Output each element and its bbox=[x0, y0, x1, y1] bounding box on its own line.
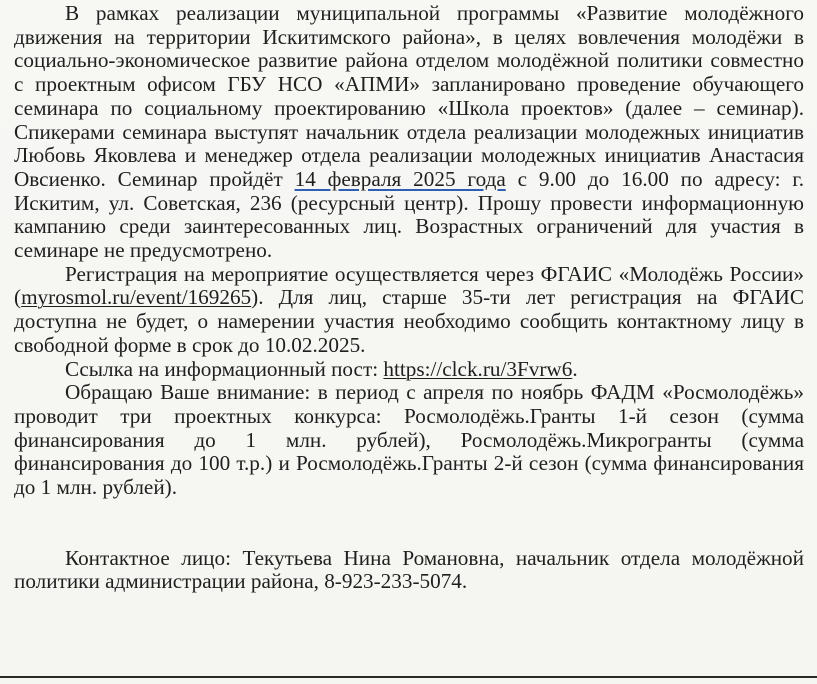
contests-text: Обращаю Ваше внимание: в период с апреля по ноябрь ФАДМ «Росмолодёжь» проводит три проектных конкурса: Росмолодёжь.Гранты 1-й сезон (сумма финансирования до 1 млн. рублей), Росмолодёжь.Микрогранты (сумма финансирования до 100 т.р.) и Росмолодёжь.Гранты 2-й сезон (сумма финансирования до 1 млн. рублей). bbox=[14, 380, 804, 500]
paragraph-registration bbox=[14, 263, 804, 358]
seminar-date-handwritten-underline: 14 февраля 2025 года bbox=[294, 166, 506, 191]
paragraph-contests bbox=[14, 381, 804, 500]
contact-text: Контактное лицо: Текутьева Нина Романовна, начальник отдела молодёжной политики администрации района, 8-923-233-5074. bbox=[14, 545, 804, 594]
paragraph-contact bbox=[14, 547, 804, 594]
info-post-label: Ссылка на информационный пост: bbox=[65, 356, 384, 381]
registration-text-part-1: Регистрация на мероприятие осуществляется через ФГАИС «Молодёжь России» ( bbox=[14, 261, 804, 310]
registration-text-part-2: ). Для лиц, старше 35-ти лет регистрация на ФГАИС доступна не будет, о намерении участия необходимо сообщить контактному лицу в свободной форме в срок до 10.02.2025. bbox=[14, 285, 804, 357]
blank-line bbox=[14, 500, 804, 547]
paragraph-seminar-info bbox=[14, 2, 804, 263]
paragraph-info-post bbox=[14, 358, 804, 382]
seminar-text-part-2: с 9.00 до 16.00 по адресу: г. Искитим, ул. Советская, 236 (ресурсный центр). Прошу провести информационную кампанию среди заинтересованных лиц. Возрастных ограничений для участия в семинаре не предусмотрено. bbox=[14, 166, 804, 263]
document-body bbox=[14, 2, 804, 594]
page-bottom-rule bbox=[0, 676, 817, 678]
info-post-link[interactable]: https://clck.ru/3Fvrw6 bbox=[383, 356, 573, 381]
info-post-end: . bbox=[572, 356, 578, 381]
seminar-text-part-1: В рамках реализации муниципальной программы «Развитие молодёжного движения на территории Искитимского района», в целях вовлечения молодёжи в социально-экономическое развитие района отделом молодёжной политики совместно с проектным офисом ГБУ НСО «АПМИ» запланировано проведение обучающего семинара по социальному проектированию «Школа проектов» (далее – семинар). Спикерами семинара выступят начальник отдела реализации молодежных инициатив Любовь Яковлева и менеджер отдела реализации молодежных инициатив Анастасия Овсиенко. Семинар пройдёт bbox=[14, 1, 804, 191]
registration-link[interactable]: myrosmol.ru/event/169265 bbox=[21, 285, 252, 310]
